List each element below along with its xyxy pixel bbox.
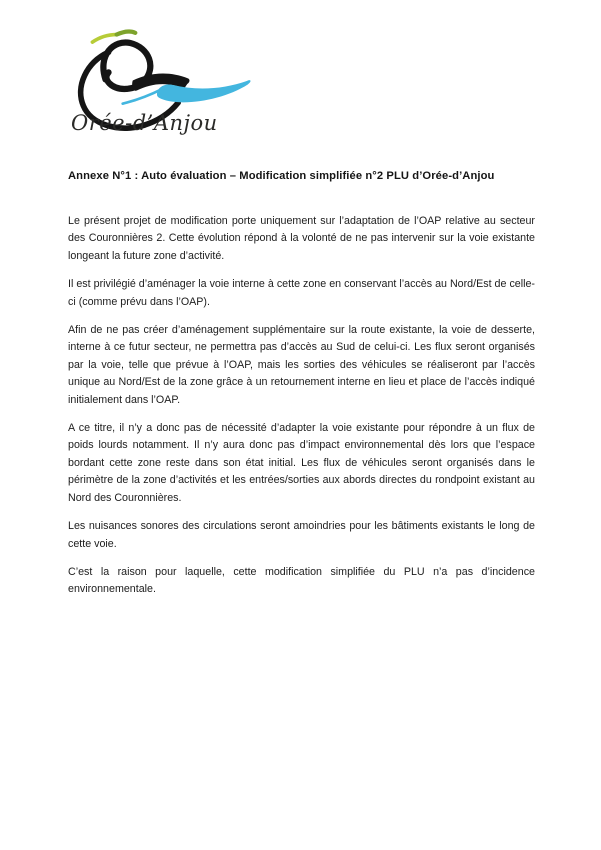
document-body — [68, 213, 535, 599]
brand-wordmark: Orée-d’Anjou — [71, 111, 218, 135]
paragraph: A ce titre, il n’y a donc pas de nécessité d’adapter la voie existante pour répondre à un flux de poids lourds notamment. Il n’y aura donc pas d’impact environnemental dès lors que l’espace bordant cette zone reste dans son état initial. Les flux de véhicules seront organisés dans le périmètre de la zone d’activités et les entrées/sorties aux abords directes du rondpoint existant au Nord des Couronnières. — [68, 422, 535, 504]
paragraph: Afin de ne pas créer d’aménagement supplémentaire sur la route existante, la voie de desserte, interne à ce futur secteur, ne permettra pas d’accès au Sud de celui-ci. Les flux seront organisés par la voie, telle que prévue à l’OAP, mais les sorties des véhicules se réaliseront par l’accès unique au Nord/Est de la zone grâce à un retournement interne en lieu et place de l’accès indiqué initialement dans l’OAP. — [68, 324, 535, 406]
paragraph: C’est la raison pour laquelle, cette modification simplifiée du PLU n’a pas d’incidence environnementale. — [68, 565, 535, 596]
document-title: Annexe N°1 : Auto évaluation – Modification simplifiée n°2 PLU d’Orée-d’Anjou — [68, 170, 495, 182]
document-content — [68, 170, 535, 610]
oree-danjou-logo — [64, 28, 264, 158]
paragraph: Il est privilégié d’aménager la voie interne à cette zone en conservant l’accès au Nord/Est de celle-ci (comme prévu dans l’OAP). — [68, 278, 535, 308]
paragraph: Le présent projet de modification porte uniquement sur l’adaptation de l’OAP relative au secteur des Couronnières 2. Cette évolution répond à la volonté de ne pas intervenir sur la voie existante longeant la future zone d’activité. — [68, 215, 535, 262]
paragraph: Les nuisances sonores des circulations seront amoindries pour les bâtiments existants le long de cette voie. — [68, 520, 535, 550]
leaf-light-icon — [92, 35, 116, 43]
leaf-dark-icon — [117, 32, 136, 35]
